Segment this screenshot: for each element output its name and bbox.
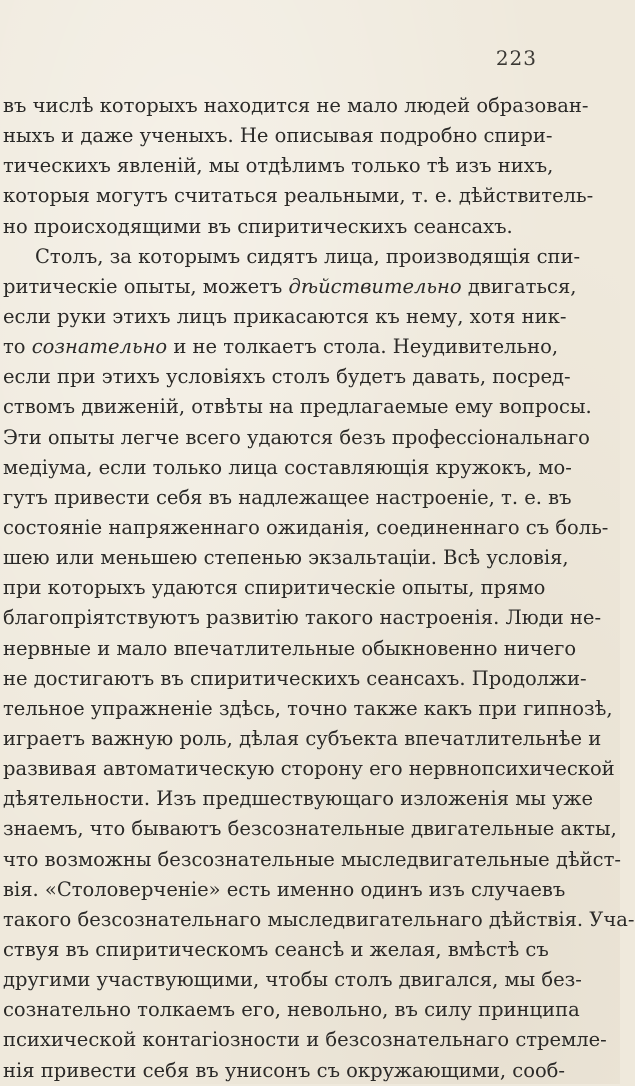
text-segment: то xyxy=(3,335,32,359)
text-segment: ритическіе опыты, можетъ xyxy=(3,274,289,298)
text-segment: ствуя въ спиритическомъ сеансѣ и желая, вмѣстѣ съ xyxy=(3,937,549,961)
text-segment: знаемъ, что бываютъ безсознательные двигательные акты, xyxy=(3,817,617,841)
text-line xyxy=(3,151,554,181)
text-line xyxy=(3,784,594,814)
text-segment: медіума, если только лица составляющія кружокъ, мо- xyxy=(3,455,572,479)
text-line xyxy=(3,875,566,905)
italic-text: дѣйствительно xyxy=(288,274,462,298)
text-line xyxy=(3,272,577,302)
text-segment: не достигаютъ въ спиритическихъ сеансахъ. Продолжи- xyxy=(3,666,587,690)
text-line xyxy=(3,121,553,151)
text-line xyxy=(3,543,569,573)
text-line xyxy=(3,91,589,121)
text-line xyxy=(3,814,617,844)
text-line xyxy=(3,423,590,453)
text-line xyxy=(3,513,609,543)
text-line xyxy=(3,694,613,724)
text-segment: другими участвующими, чтобы столъ двигался, мы без- xyxy=(3,968,582,992)
text-segment: психической контагіозности и безсознательнаго стремле- xyxy=(3,1028,607,1052)
text-segment: вія. «Столоверченіе» есть именно одинъ изъ случаевъ xyxy=(3,877,566,901)
text-segment: Столъ, за которымъ сидятъ лица, производящія спи- xyxy=(35,244,581,268)
text-line xyxy=(3,392,592,422)
text-line xyxy=(3,935,549,965)
text-line xyxy=(3,965,582,995)
text-segment: нервные и мало впечатлительные обыкновенно ничего xyxy=(3,636,577,660)
text-segment: но происходящими въ спиритическихъ сеансахъ. xyxy=(3,214,513,238)
text-segment: гутъ привести себя въ надлежащее настроеніе, т. е. въ xyxy=(3,485,572,509)
text-segment: нія привести себя въ унисонъ съ окружающими, сооб- xyxy=(3,1058,566,1082)
text-line xyxy=(3,483,572,513)
text-line xyxy=(3,362,571,392)
text-line xyxy=(3,603,602,633)
text-line xyxy=(3,212,538,242)
text-segment: играетъ важную роль, дѣлая субъекта впечатлительнѣе и xyxy=(3,726,602,750)
text-line xyxy=(3,845,621,875)
text-line xyxy=(3,634,577,664)
text-segment: Эти опыты легче всего удаются безъ профессіональнаго xyxy=(3,425,590,449)
text-segment: шею или меньшею степенью экзальтаціи. Всѣ условія, xyxy=(3,546,569,570)
text-segment: если руки этихъ лицъ прикасаются къ нему, хотя ник- xyxy=(3,304,567,328)
text-line xyxy=(3,905,635,935)
text-segment: ныхъ и даже ученыхъ. Не описывая подробно спири- xyxy=(3,124,553,148)
text-segment: сознательно толкаемъ его, невольно, въ силу принципа xyxy=(3,998,580,1022)
text-segment: тельное упражненіе здѣсь, точно также какъ при гипнозѣ, xyxy=(3,696,613,720)
text-segment: и не толкаетъ стола. Неудивительно, xyxy=(167,335,559,359)
text-segment: въ числѣ которыхъ находится не мало людей образован- xyxy=(3,94,589,117)
text-line xyxy=(3,754,615,784)
text-segment: тическихъ явленій, мы отдѣлимъ только тѣ изъ нихъ, xyxy=(3,154,554,178)
text-line xyxy=(3,724,602,754)
text-line xyxy=(3,302,567,332)
text-segment: двигаться, xyxy=(461,274,577,298)
text-segment: такого безсознательнаго мыследвигательнаго дѣйствія. Уча- xyxy=(3,907,635,931)
text-segment: при которыхъ удаются спиритическіе опыты, прямо xyxy=(3,576,546,600)
text-line xyxy=(3,573,546,603)
text-segment: состояніе напряженнаго ожиданія, соединеннаго съ боль- xyxy=(3,515,609,539)
page-number: 223 xyxy=(495,46,537,70)
text-segment: благопріятствуютъ развитію такого настроенія. Люди не- xyxy=(3,606,602,630)
text-line xyxy=(3,332,559,362)
text-line xyxy=(3,453,572,483)
text-line xyxy=(3,242,581,272)
text-line xyxy=(3,995,580,1025)
text-segment: что возможны безсознательные мыследвигательные дѣйст- xyxy=(3,847,621,871)
text-line xyxy=(3,181,594,211)
text-segment: если при этихъ условіяхъ столъ будетъ давать, посред- xyxy=(3,365,571,389)
text-segment: развивая автоматическую сторону его нервнопсихической xyxy=(3,757,615,781)
text-segment: дѣятельности. Изъ предшествующаго изложенія мы уже xyxy=(3,787,594,811)
text-line xyxy=(3,664,587,694)
text-segment: ствомъ движеній, отвѣты на предлагаемые ему вопросы. xyxy=(3,395,592,419)
body-text xyxy=(3,91,635,1086)
italic-text: сознательно xyxy=(31,335,168,359)
text-line xyxy=(3,1025,607,1055)
text-segment: которыя могутъ считаться реальными, т. е. дѣйствитель- xyxy=(3,184,594,208)
text-line xyxy=(3,1056,566,1086)
